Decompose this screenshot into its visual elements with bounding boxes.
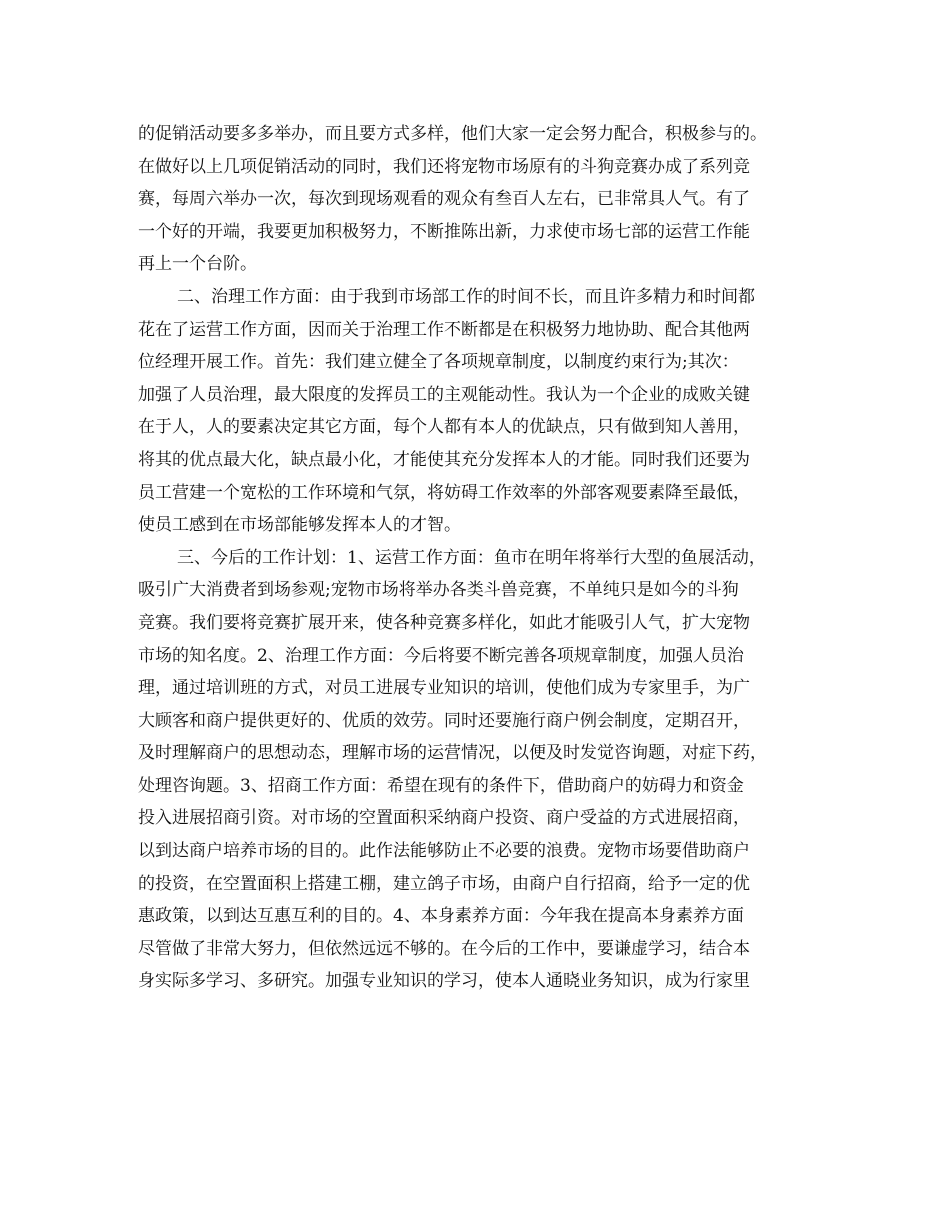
text-line: 在做好以上几项促销活动的同时，我们还将宠物市场原有的斗狗竞赛办成了系列竞 <box>138 156 750 177</box>
text-line: 的促销活动要多多举办，而且要方式多样，他们大家一定会努力配合，积极参与的。 <box>138 124 767 144</box>
text-line: 理，通过培训班的方式，对员工进展专业知识的培训，使他们成为专家里手，为广 <box>138 678 750 699</box>
text-line: 市场的知名度。2、治理工作方面：今后将要不断完善各项规章制度，加强人员治 <box>138 645 744 666</box>
text-line: 在于人，人的要素决定其它方面，每个人都有本人的优缺点，只有做到知人善用， <box>138 417 750 438</box>
text-line: 位经理开展工作。首先：我们建立健全了各项规章制度，以制度约束行为;其次： <box>138 352 739 373</box>
text-line: 竞赛。我们要将竞赛扩展开来，使各种竞赛多样化，如此才能吸引人气，扩大宠物 <box>138 612 750 633</box>
text-line: 处理咨询题。3、招商工作方面：希望在现有的条件下，借助商户的妨碍力和资金 <box>138 775 744 796</box>
text-line: 身实际多学习、多研究。加强专业知识的学习，使本人通晓业务知识，成为行家里 <box>138 971 750 992</box>
text-line: 以到达商户培养市场的目的。此作法能够防止不必要的浪费。宠物市场要借助商户 <box>138 841 750 862</box>
text-line: 的投资，在空置面积上搭建工棚，建立鸽子市场，由商户自行招商，给予一定的优 <box>138 873 750 894</box>
document-body <box>138 118 838 998</box>
text-line: 员工营建一个宽松的工作环境和气氛，将妨碍工作效率的外部客观要素降至最低， <box>138 482 750 503</box>
text-line: 赛，每周六举办一次，每次到现场观看的观众有叁百人左右，已非常具人气。有了 <box>138 189 750 210</box>
text-line: 将其的优点最大化，缺点最小化，才能使其充分发挥本人的才能。同时我们还要为 <box>138 449 750 470</box>
paragraph-start-line: 三、今后的工作计划：1、运营工作方面：鱼市在明年将举行大型的鱼展活动， <box>177 547 766 568</box>
text-line: 使员工感到在市场部能够发挥本人的才智。 <box>138 515 461 536</box>
text-line: 尽管做了非常大努力，但依然远远不够的。在今后的工作中，要谦虚学习，结合本 <box>138 938 750 959</box>
text-line: 花在了运营工作方面，因而关于治理工作不断都是在积极努力地协助、配合其他两 <box>138 319 750 340</box>
text-line: 一个好的开端，我要更加积极努力，不断推陈出新，力求使市场七部的运营工作能 <box>138 221 750 242</box>
text-line: 吸引广大消费者到场参观;宠物市场将举办各类斗兽竞赛，不单纯只是如今的斗狗 <box>138 580 739 601</box>
paragraph-start-line: 二、治理工作方面：由于我到市场部工作的时间不长，而且许多精力和时间都 <box>177 286 755 307</box>
text-line: 惠政策，以到达互惠互利的目的。4、本身素养方面：今年我在提高本身素养方面 <box>138 906 744 927</box>
text-line: 及时理解商户的思想动态，理解市场的运营情况，以便及时发觉咨询题，对症下药， <box>138 743 767 764</box>
text-line: 大顾客和商户提供更好的、优质的效劳。同时还要施行商户例会制度，定期召开， <box>138 710 750 731</box>
text-line: 投入进展招商引资。对市场的空置面积采纳商户投资、商户受益的方式进展招商， <box>138 808 750 829</box>
text-line: 再上一个台阶。 <box>138 254 257 275</box>
text-line: 加强了人员治理，最大限度的发挥员工的主观能动性。我认为一个企业的成败关键 <box>138 384 750 405</box>
